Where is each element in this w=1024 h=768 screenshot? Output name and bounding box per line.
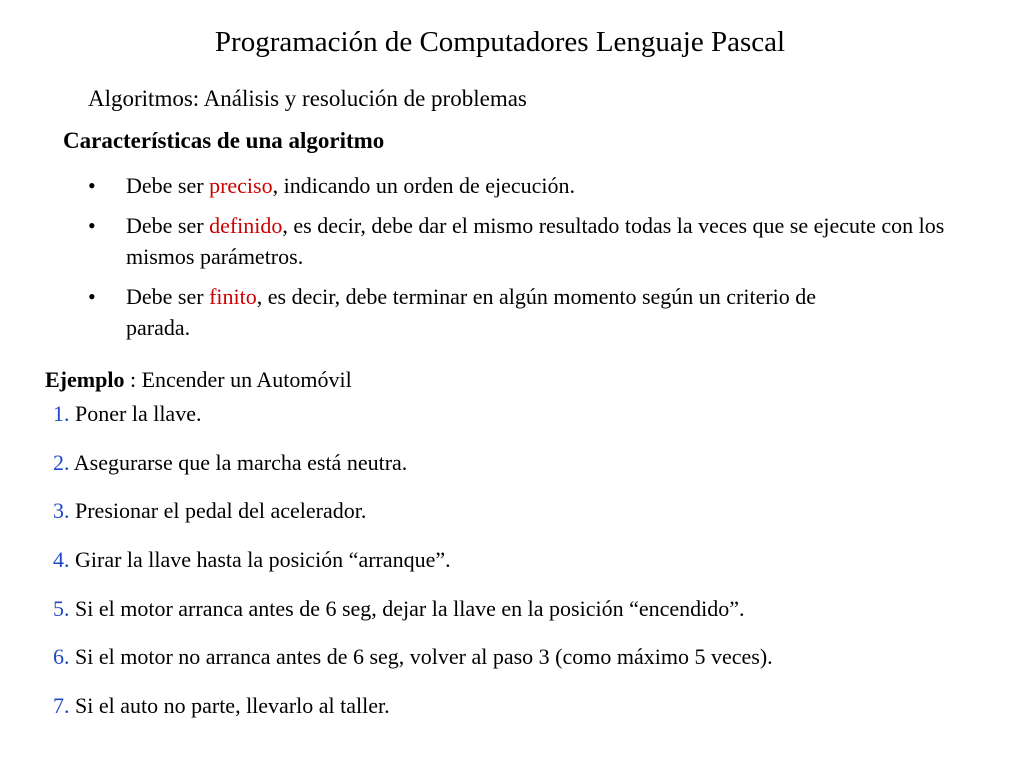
example-heading — [45, 367, 352, 393]
step-text: Poner la llave. — [69, 401, 202, 426]
step-item — [53, 401, 773, 432]
bullet-dot: • — [88, 213, 96, 238]
step-number: 6. — [53, 644, 70, 670]
step-item — [53, 498, 773, 529]
step-item — [53, 450, 773, 481]
section-heading: Características de una algoritmo — [63, 128, 385, 153]
step-item — [53, 596, 773, 627]
step-text: Presionar el pedal del acelerador. — [69, 498, 367, 524]
bullet-highlight: finito — [209, 284, 257, 309]
step-item — [53, 644, 773, 675]
step-number: 2. — [53, 449, 70, 475]
bullet-text-after: , indicando un orden de ejecución. — [272, 173, 576, 198]
example-steps-list — [53, 401, 773, 742]
step-number: 4. — [53, 547, 70, 573]
characteristics-list — [88, 170, 948, 352]
bullet-item-definido — [88, 210, 948, 272]
bullet-highlight: definido — [209, 213, 283, 238]
bullet-text-before: Debe ser — [126, 173, 210, 198]
step-number: 1. — [53, 401, 70, 426]
step-text: Si el motor no arranca antes de 6 seg, volver al paso 3 (como máximo 5 veces). — [69, 644, 773, 670]
step-number: 7. — [53, 693, 70, 719]
step-number: 5. — [53, 595, 70, 621]
bullet-text-after: , es decir, debe terminar en algún momento según un criterio de parada. — [126, 284, 817, 340]
step-item — [53, 693, 773, 724]
step-text: Girar la llave hasta la posición “arranque”. — [69, 547, 451, 573]
example-label: Ejemplo — [45, 367, 125, 392]
bullet-highlight: preciso — [209, 173, 273, 198]
step-text: Si el motor arranca antes de 6 seg, dejar la llave en la posición “encendido”. — [69, 595, 745, 621]
example-title: : Encender un Automóvil — [124, 367, 352, 392]
bullet-text-after: , es decir, debe dar el mismo resultado todas la veces que se ejecute con los mismos parámetros. — [126, 213, 945, 269]
bullet-dot: • — [88, 173, 96, 198]
step-text: Asegurarse que la marcha está neutra. — [69, 449, 408, 475]
step-item — [53, 547, 773, 578]
bullet-dot: • — [88, 284, 96, 309]
bullet-item-finito — [88, 281, 948, 343]
step-number: 3. — [53, 498, 70, 524]
bullet-text-before: Debe ser — [126, 213, 210, 238]
slide-subtitle: Algoritmos: Análisis y resolución de problemas — [88, 86, 527, 111]
slide-title: Programación de Computadores Lenguaje Pascal — [214, 26, 786, 58]
bullet-item-preciso — [88, 170, 948, 201]
step-text: Si el auto no parte, llevarlo al taller. — [69, 693, 390, 719]
bullet-text-before: Debe ser — [126, 284, 210, 309]
